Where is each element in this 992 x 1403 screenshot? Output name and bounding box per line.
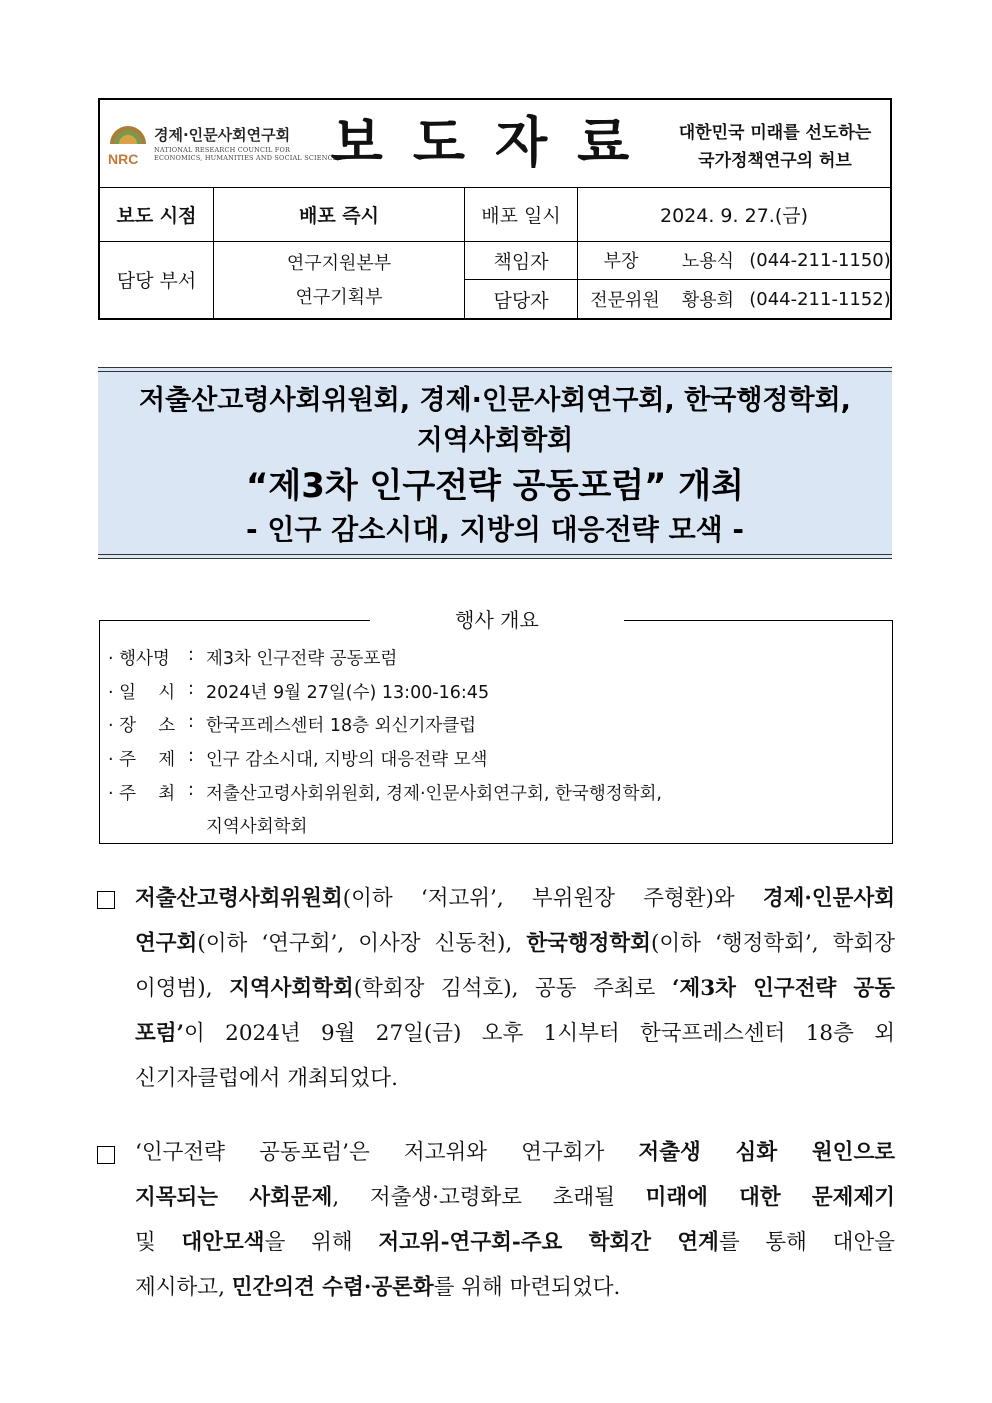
- contact-role-1: 책임자: [493, 250, 549, 273]
- event-value: 지역사회학회: [206, 817, 308, 837]
- emphasis: 저출생 심화 원인으로: [638, 1140, 895, 1165]
- paragraph-line: [135, 1265, 895, 1310]
- slogan-line2: 국가정책연구의 허브: [698, 151, 852, 171]
- headline-main-title: “제3차 인구전략 공동포럼” 개최: [246, 466, 744, 506]
- contact-name-2: 황용희: [681, 290, 735, 311]
- body-paragraph-2: [135, 1130, 895, 1310]
- nrc-logo: [108, 120, 343, 170]
- text-run: 이영범),: [135, 976, 230, 1001]
- org-name: 한국행정학회: [526, 931, 651, 956]
- distribution-label: 배포 일시: [481, 204, 561, 227]
- paragraph-line: [135, 1056, 895, 1101]
- text-run: 제시하고,: [135, 1275, 232, 1300]
- slogan-line1: 대한민국 미래를 선도하는: [678, 123, 872, 143]
- logo-en-line1: NATIONAL RESEARCH COUNCIL FOR: [154, 146, 291, 154]
- logo-en-line2: ECONOMICS, HUMANITIES AND SOCIAL SCIENCES: [154, 154, 343, 162]
- headline-organizers-1: 저출산고령사회위원회, 경제·인문사회연구회, 한국행정학회,: [139, 385, 851, 416]
- text-run: 를 통해 대안을: [718, 1230, 895, 1255]
- press-release-title: 보도자료: [330, 111, 660, 174]
- event-colon: :: [188, 780, 194, 800]
- headline-box: [98, 367, 892, 559]
- press-header-table: [98, 98, 892, 320]
- paragraph-line: [135, 966, 895, 1011]
- event-label: · 주 제: [108, 750, 176, 770]
- contact-phone-1: (044-211-1150): [749, 249, 891, 271]
- text-run: ‘인구전략 공동포럼’은 저고위와 연구회가: [135, 1140, 639, 1165]
- event-colon: :: [188, 712, 194, 732]
- contact-name-1: 노용식: [681, 251, 735, 272]
- org-name: 지역사회학회: [229, 976, 354, 1001]
- event-label: · 장 소: [108, 716, 176, 736]
- event-value: 2024년 9월 27일(수) 13:00-16:45: [206, 683, 490, 703]
- event-colon: :: [188, 679, 194, 699]
- event-colon: :: [188, 746, 194, 766]
- emphasis: 대안모색: [181, 1230, 265, 1255]
- emphasis: 저고위-연구회-주요 학회간 연계: [378, 1230, 719, 1255]
- text-run: (이하 ‘행정학회’, 학회장: [650, 931, 895, 956]
- nrc-abbr: NRC: [108, 151, 139, 167]
- event-name: ‘제3차 인구전략 공동: [671, 976, 895, 1001]
- release-value: 배포 즉시: [298, 204, 380, 227]
- event-value: 인구 감소시대, 지방의 대응전략 모색: [206, 750, 488, 770]
- logo-org-name: 경제·인문사회연구회: [154, 126, 291, 144]
- bullet-square-icon: [97, 1146, 115, 1164]
- distribution-date: 2024. 9. 27.(금): [660, 204, 808, 227]
- event-label: · 일 시: [108, 683, 176, 703]
- org-name: 연구회: [135, 931, 198, 956]
- bullet-square-icon: [97, 891, 115, 909]
- event-colon: :: [188, 645, 194, 665]
- department-label: 담당 부서: [116, 270, 197, 292]
- department-line1: 연구지원본부: [286, 253, 392, 274]
- contact-title-2: 전문위원: [590, 290, 660, 311]
- headline-organizers-2: 지역사회학회: [416, 425, 574, 456]
- text-run: , 저출생·고령화로 초래될: [332, 1185, 646, 1210]
- text-run: 이 2024년 9월 27일(금) 오후 1시부터 한국프레스센터 18층 외: [184, 1021, 895, 1046]
- contact-title-1: 부장: [603, 251, 639, 272]
- release-timing-row: [100, 187, 890, 242]
- paragraph-line: [135, 1130, 895, 1175]
- contact-role-2: 담당자: [493, 289, 549, 312]
- nrc-emblem-icon: [108, 122, 152, 168]
- header-title-row: [100, 100, 890, 188]
- org-name: 경제·인문사회: [762, 886, 895, 911]
- event-value: 저출산고령사회위원회, 경제·인문사회연구회, 한국행정학회,: [206, 784, 662, 804]
- event-name: 포럼’: [135, 1021, 185, 1046]
- body-paragraph-1: [135, 876, 895, 1101]
- department-line2: 연구기획부: [295, 287, 383, 308]
- event-label: · 주 최: [108, 784, 176, 804]
- release-label: 보도 시점: [116, 204, 197, 227]
- department-row: [100, 241, 890, 318]
- contact-phone-2: (044-211-1152): [749, 288, 891, 310]
- event-label: · 행사명: [108, 649, 170, 669]
- org-name: 저출산고령사회위원회: [135, 886, 343, 911]
- paragraph-line: [135, 1175, 895, 1220]
- text-run: 를 위해 마련되었다.: [433, 1275, 621, 1300]
- event-value: 제3차 인구전략 공동포럼: [206, 649, 398, 669]
- paragraph-line: [135, 876, 895, 921]
- emphasis: 민간의견 수렴·공론화: [231, 1275, 434, 1300]
- text-run: 신기자클럽에서 개최되었다.: [135, 1066, 398, 1091]
- text-run: 및: [135, 1230, 182, 1255]
- text-run: (학회장 김석호), 공동 주최로: [353, 976, 672, 1001]
- headline-subtitle: - 인구 감소시대, 지방의 대응전략 모색 -: [245, 513, 745, 546]
- paragraph-line: [135, 1220, 895, 1265]
- text-run: (이하 ‘연구회’, 이사장 신동천),: [197, 931, 527, 956]
- event-value: 한국프레스센터 18층 외신기자클럽: [206, 716, 477, 736]
- paragraph-line: [135, 921, 895, 966]
- text-run: (이하 ‘저고위’, 부위원장 주형환)와: [342, 886, 763, 911]
- emphasis: 지목되는 사회문제: [135, 1185, 333, 1210]
- event-summary-title: 행사 개요: [370, 605, 624, 635]
- paragraph-line: [135, 1011, 895, 1056]
- emphasis: 미래에 대한 문제제기: [645, 1185, 895, 1210]
- text-run: 을 위해: [264, 1230, 379, 1255]
